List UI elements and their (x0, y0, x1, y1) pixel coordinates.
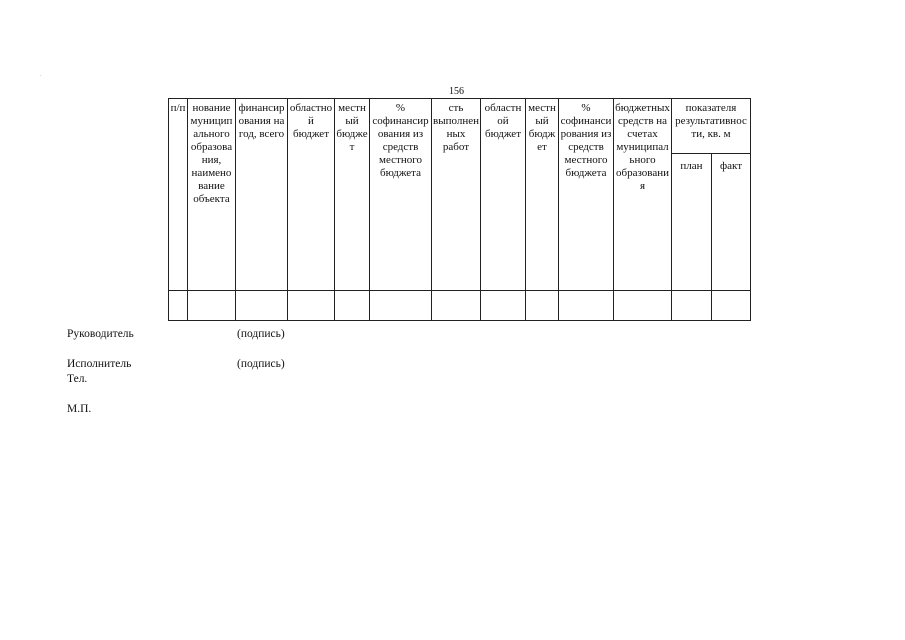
table-cell (672, 291, 712, 321)
table-cell (236, 291, 288, 321)
stray-mark: . (40, 72, 42, 78)
table-cell (335, 291, 370, 321)
executor-signature: (подпись) (237, 358, 285, 370)
executor-label: Исполнитель (67, 358, 132, 370)
col-header-fact: факт (712, 154, 751, 291)
table-cell (481, 291, 526, 321)
col-header-cofinancing-percent: % софинансирования из средств местного бюджета (370, 99, 432, 291)
table-cell (432, 291, 481, 321)
col-header-cofinancing-percent-2: % софинансирования из средств местного бюджета (559, 99, 614, 291)
table-cell (712, 291, 751, 321)
table-cell (614, 291, 672, 321)
col-header-total-financing: финансирования на год, всего (236, 99, 288, 291)
col-header-work-cost: сть выполненных работ (432, 99, 481, 291)
table-cell (526, 291, 559, 321)
head-label: Руководитель (67, 328, 134, 340)
col-header-performance-indicator: показателя результативности, кв. м (672, 99, 751, 154)
phone-label: Тел. (67, 373, 88, 385)
col-header-regional-budget-2: областной бюджет (481, 99, 526, 291)
table-row (169, 291, 751, 321)
col-header-object-name: нование муниципального образования, наименование объекта (188, 99, 236, 291)
table-cell (370, 291, 432, 321)
col-header-plan: план (672, 154, 712, 291)
col-header-municipal-accounts: бюджетных средств на счетах муниципального образования (614, 99, 672, 291)
table-cell (288, 291, 335, 321)
page-number: 156 (449, 86, 464, 97)
table-cell (169, 291, 188, 321)
stamp-label: М.П. (67, 403, 92, 415)
table-cell (559, 291, 614, 321)
col-header-num: п/п (169, 99, 188, 291)
table-cell (188, 291, 236, 321)
head-signature: (подпись) (237, 328, 285, 340)
col-header-local-budget-2: местный бюджет (526, 99, 559, 291)
col-header-regional-budget: областной бюджет (288, 99, 335, 291)
col-header-local-budget: местный бюджет (335, 99, 370, 291)
report-table (168, 98, 751, 321)
